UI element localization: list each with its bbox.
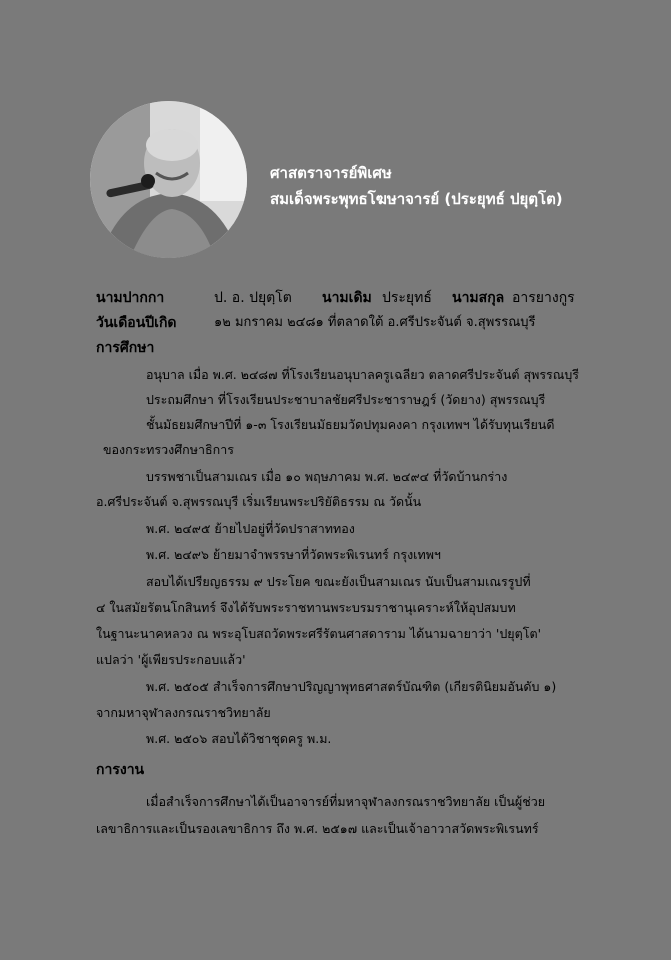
education-line: บรรพชาเป็นสามเณร เมื่อ ๑๐ พฤษภาคม พ.ศ. ๒๔๙๔ ที่วัดบ้านกร่าง (146, 469, 508, 484)
title-line-2: สมเด็จพระพุทธโฆษาจารย์ (ประยุทธ์ ปยุตฺโต) (270, 190, 563, 208)
education-line: พ.ศ. ๒๔๙๕ ย้ายไปอยู่ที่วัดปราสาททอง (146, 521, 355, 536)
education-line: ในฐานะนาคหลวง ณ พระอุโบสถวัดพระศรีรัตนศาสดาราม ได้นามฉายาว่า 'ปยุตฺโต' (96, 626, 542, 641)
pen-name-value: ป. อ. ปยุตฺโต (214, 290, 292, 306)
birth-value: ๑๒ มกราคม ๒๔๘๑ ที่ตลาดใต้ อ.ศรีประจันต์ จ.สุพรรณบุรี (214, 315, 536, 330)
education-heading: การศึกษา (96, 340, 155, 356)
pen-name-label: นามปากกา (96, 290, 165, 306)
work-heading: การงาน (96, 762, 145, 778)
title-block (270, 160, 563, 212)
birth-label: วันเดือนปีเกิด (96, 315, 177, 331)
education-line: ชั้นมัธยมศึกษาปีที่ ๑-๓ โรงเรียนมัธยมวัดปทุมคงคา กรุงเทพฯ ได้รับทุนเรียนดี (146, 417, 555, 432)
education-line: ประถมศึกษา ที่โรงเรียนประชาบาลชัยศรีประชาราษฎร์ (วัดยาง) สุพรรณบุรี (146, 392, 546, 407)
education-line: พ.ศ. ๒๕๐๕ สำเร็จการศึกษาปริญญาพุทธศาสตร์บัณฑิต (เกียรตินิยมอันดับ ๑) (146, 679, 557, 694)
work-line: เลขาธิการและเป็นรองเลขาธิการ ถึง พ.ศ. ๒๕๑๗ และเป็นเจ้าอาวาสวัดพระพิเรนทร์ (96, 821, 539, 836)
surname-value: อารยางกูร (512, 290, 575, 306)
education-line: พ.ศ. ๒๔๙๖ ย้ายมาจำพรรษาที่วัดพระพิเรนทร์ กรุงเทพฯ (146, 547, 441, 562)
education-line: แปลว่า 'ผู้เพียรประกอบแล้ว' (96, 652, 246, 667)
education-line: ของกระทรวงศึกษาธิการ (103, 442, 234, 457)
education-line: จากมหาจุฬาลงกรณราชวิทยาลัย (96, 705, 271, 720)
title-line-1: ศาสตราจารย์พิเศษ (270, 164, 392, 182)
portrait-photo (90, 101, 247, 258)
education-line: ๔ ในสมัยรัตนโกสินทร์ จึงได้รับพระราชทานพระบรมราชานุเคราะห์ให้อุปสมบท (96, 600, 516, 615)
former-name-label: นามเดิม (322, 290, 372, 306)
education-line: พ.ศ. ๒๕๐๖ สอบได้วิชาชุดครู พ.ม. (146, 731, 332, 746)
education-line: อ.ศรีประจันต์ จ.สุพรรณบุรี เริ่มเรียนพระปริยัติธรรม ณ วัดนั้น (96, 494, 422, 509)
surname-label: นามสกุล (452, 290, 505, 306)
education-line: อนุบาล เมื่อ พ.ศ. ๒๔๘๗ ที่โรงเรียนอนุบาลครูเฉลียว ตลาดศรีประจันต์ สุพรรณบุรี (146, 367, 580, 382)
work-line: เมื่อสำเร็จการศึกษาได้เป็นอาจารย์ที่มหาจุฬาลงกรณราชวิทยาลัย เป็นผู้ช่วย (146, 794, 546, 809)
former-name-value: ประยุทธ์ (382, 290, 432, 306)
education-line: สอบได้เปรียญธรรม ๙ ประโยค ขณะยังเป็นสามเณร นับเป็นสามเณรรูปที่ (146, 574, 531, 589)
